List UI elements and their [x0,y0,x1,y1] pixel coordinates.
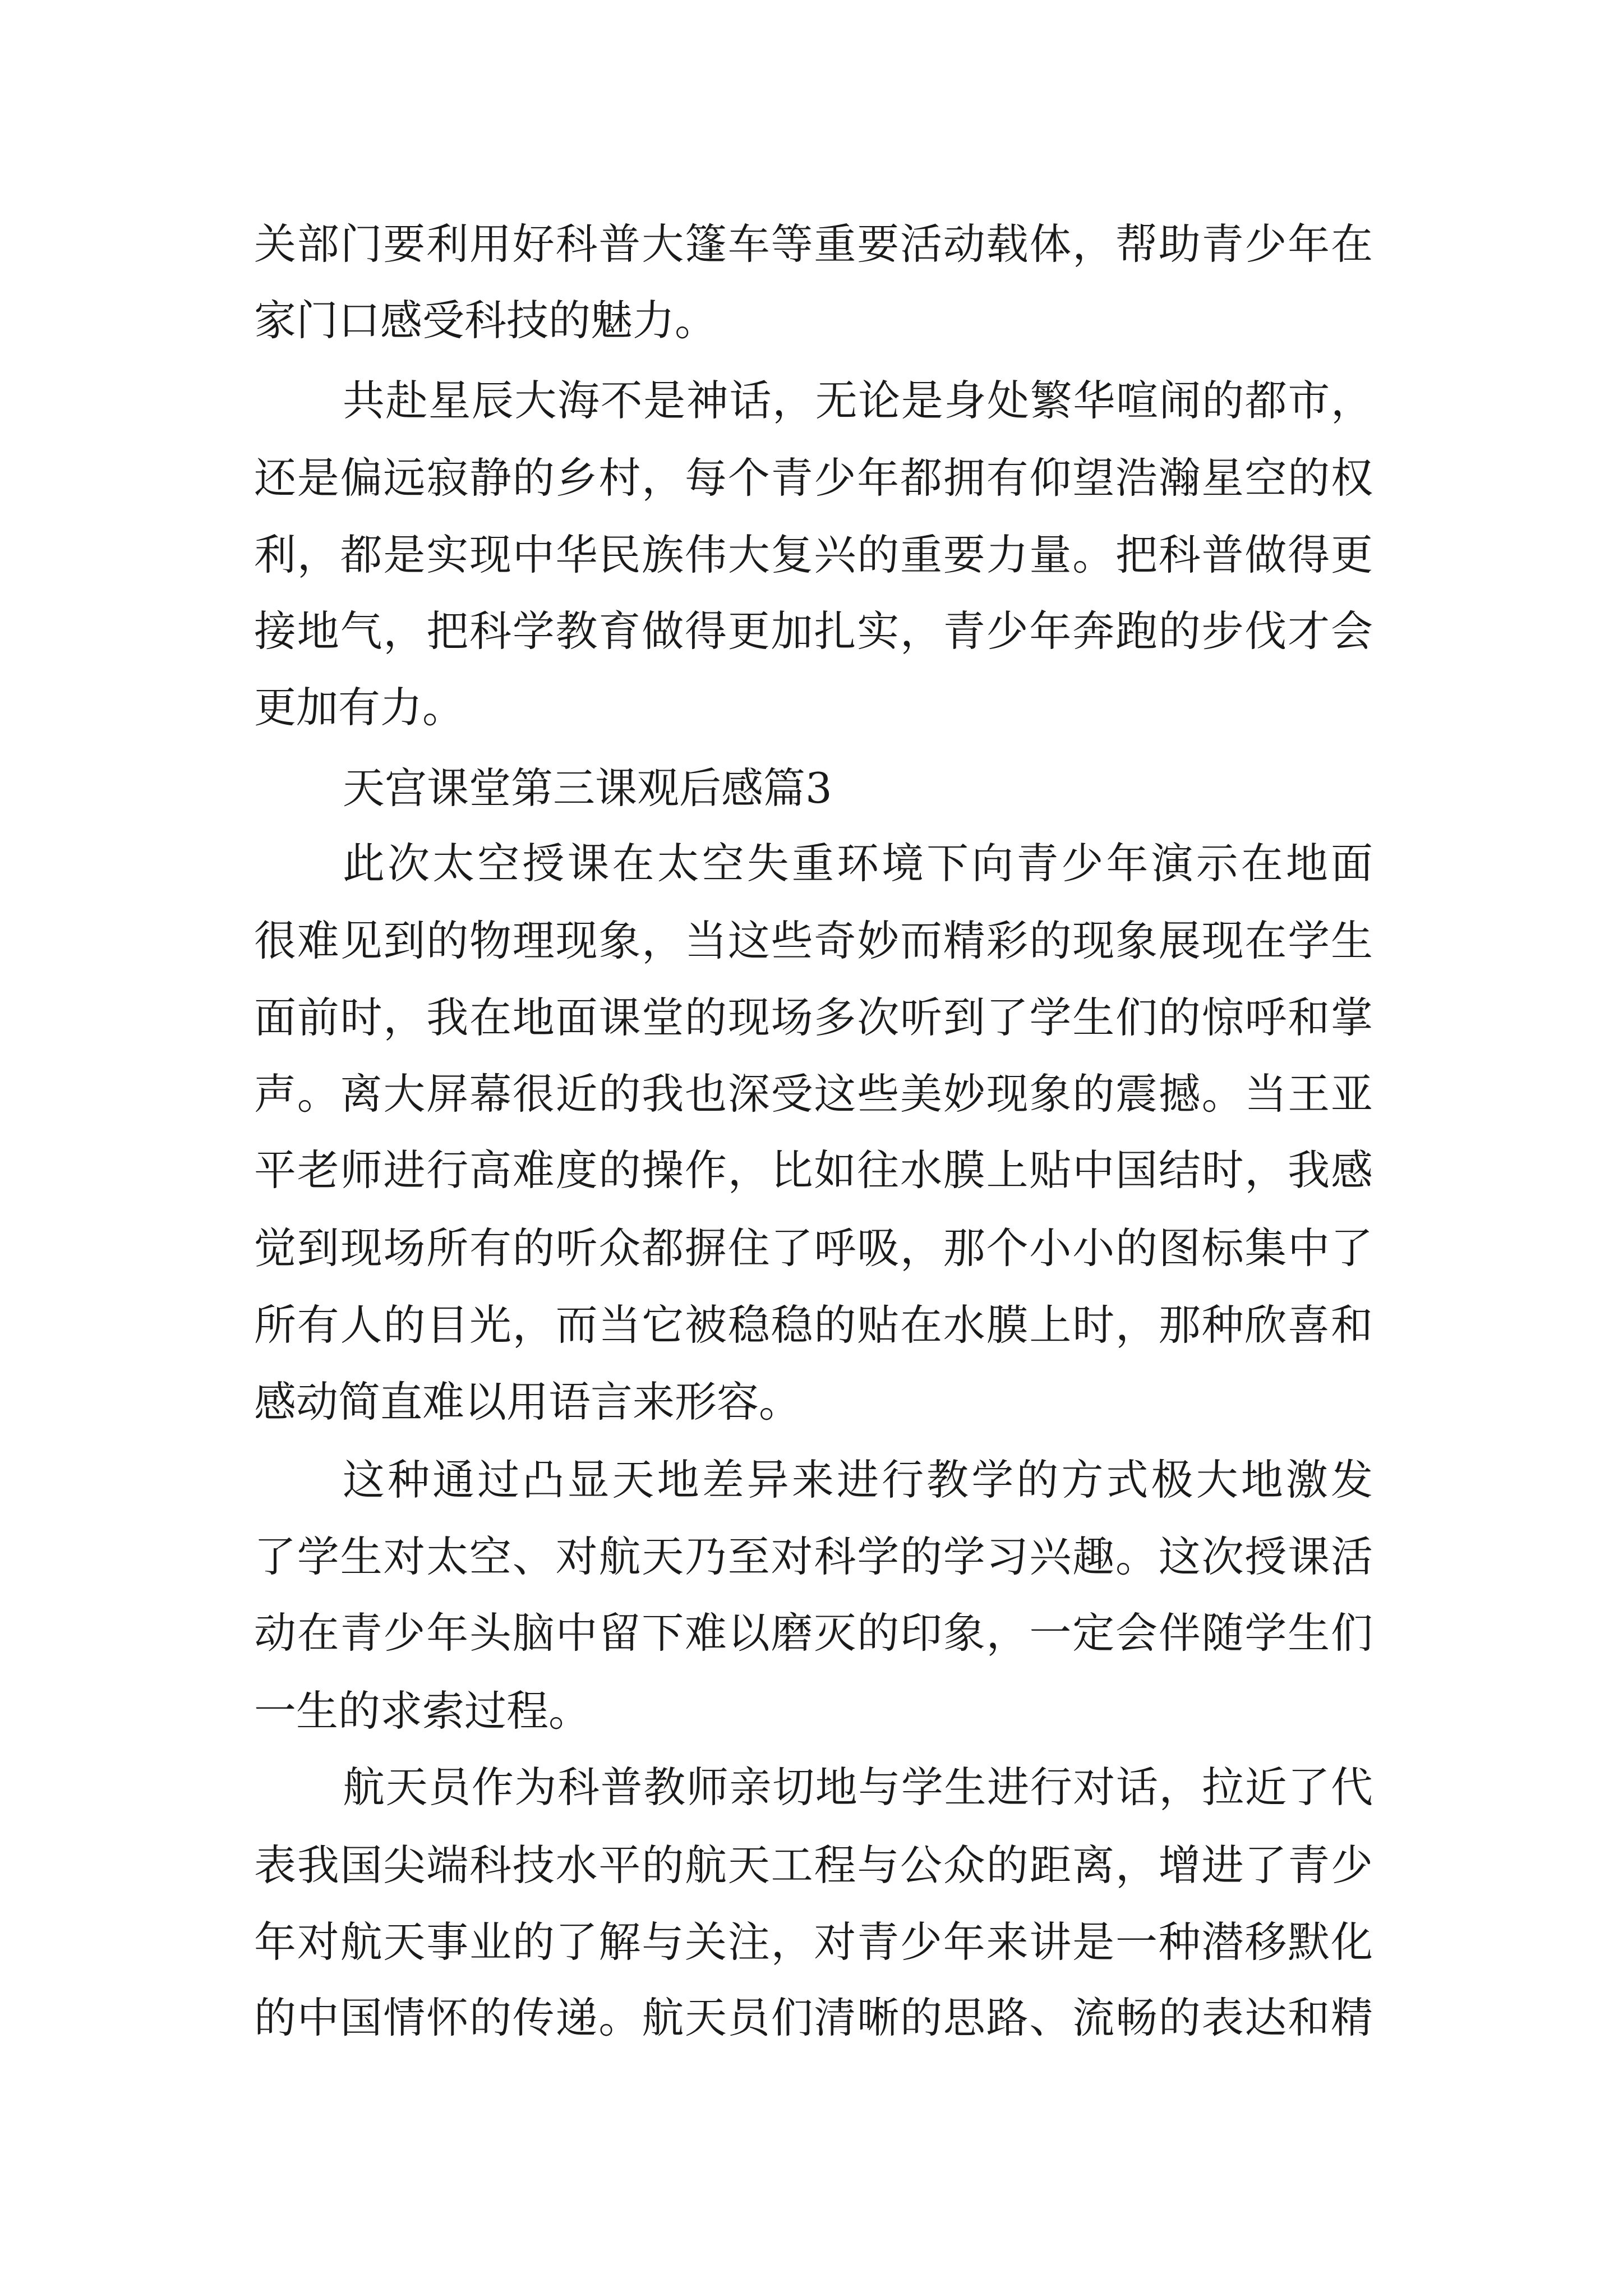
paragraph-line: 声。离大屏幕很近的我也深受这些美妙现象的震撼。当王亚 [254,1069,1373,1119]
paragraph-line: 接地气，把科学教育做得更加扎实，青少年奔跑的步伐才会 [254,606,1373,656]
paragraph-line: 利，都是实现中华民族伟大复兴的重要力量。把科普做得更 [254,530,1373,579]
paragraph-line: 觉到现场所有的听众都摒住了呼吸，那个小小的图标集中了 [254,1223,1373,1273]
paragraph-line: 更加有力。 [254,683,465,732]
paragraph-line: 表我国尖端科技水平的航天工程与公众的距离，增进了青少 [254,1841,1373,1890]
paragraph-line: 家门口感受科技的魅力。 [254,296,717,345]
paragraph-line: 一生的求索过程。 [254,1686,591,1736]
paragraph-line: 关部门要利用好科普大篷车等重要活动载体，帮助青少年在 [254,219,1373,269]
paragraph-line: 还是偏远寂静的乡村，每个青少年都拥有仰望浩瀚星空的权 [254,453,1373,503]
paragraph-line: 此次太空授课在太空失重环境下向青少年演示在地面 [343,839,1373,888]
paragraph-line: 航天员作为科普教师亲切地与学生进行对话，拉近了代 [343,1763,1373,1812]
paragraph-line: 动在青少年头脑中留下难以磨灭的印象，一定会伴随学生们 [254,1608,1373,1658]
paragraph-line: 感动简直难以用语言来形容。 [254,1377,801,1427]
section-title: 天宫课堂第三课观后感篇3 [343,763,832,813]
paragraph-line: 共赴星辰大海不是神话，无论是身处繁华喧闹的都市， [343,376,1373,425]
paragraph-line: 这种通过凸显天地差异来进行教学的方式极大地激发 [343,1455,1373,1504]
paragraph-line: 年对航天事业的了解与关注，对青少年来讲是一种潜移默化 [254,1917,1373,1967]
paragraph-line: 所有人的目光，而当它被稳稳的贴在水膜上时，那种欣喜和 [254,1300,1373,1350]
paragraph-line: 了学生对太空、对航天乃至对科学的学习兴趣。这次授课活 [254,1532,1373,1581]
paragraph-line: 很难见到的物理现象，当这些奇妙而精彩的现象展现在学生 [254,916,1373,965]
paragraph-line: 平老师进行高难度的操作，比如往水膜上贴中国结时，我感 [254,1145,1373,1195]
paragraph-line: 面前时，我在地面课堂的现场多次听到了学生们的惊呼和掌 [254,993,1373,1042]
paragraph-line: 的中国情怀的传递。航天员们清晰的思路、流畅的表达和精 [254,1993,1373,2042]
